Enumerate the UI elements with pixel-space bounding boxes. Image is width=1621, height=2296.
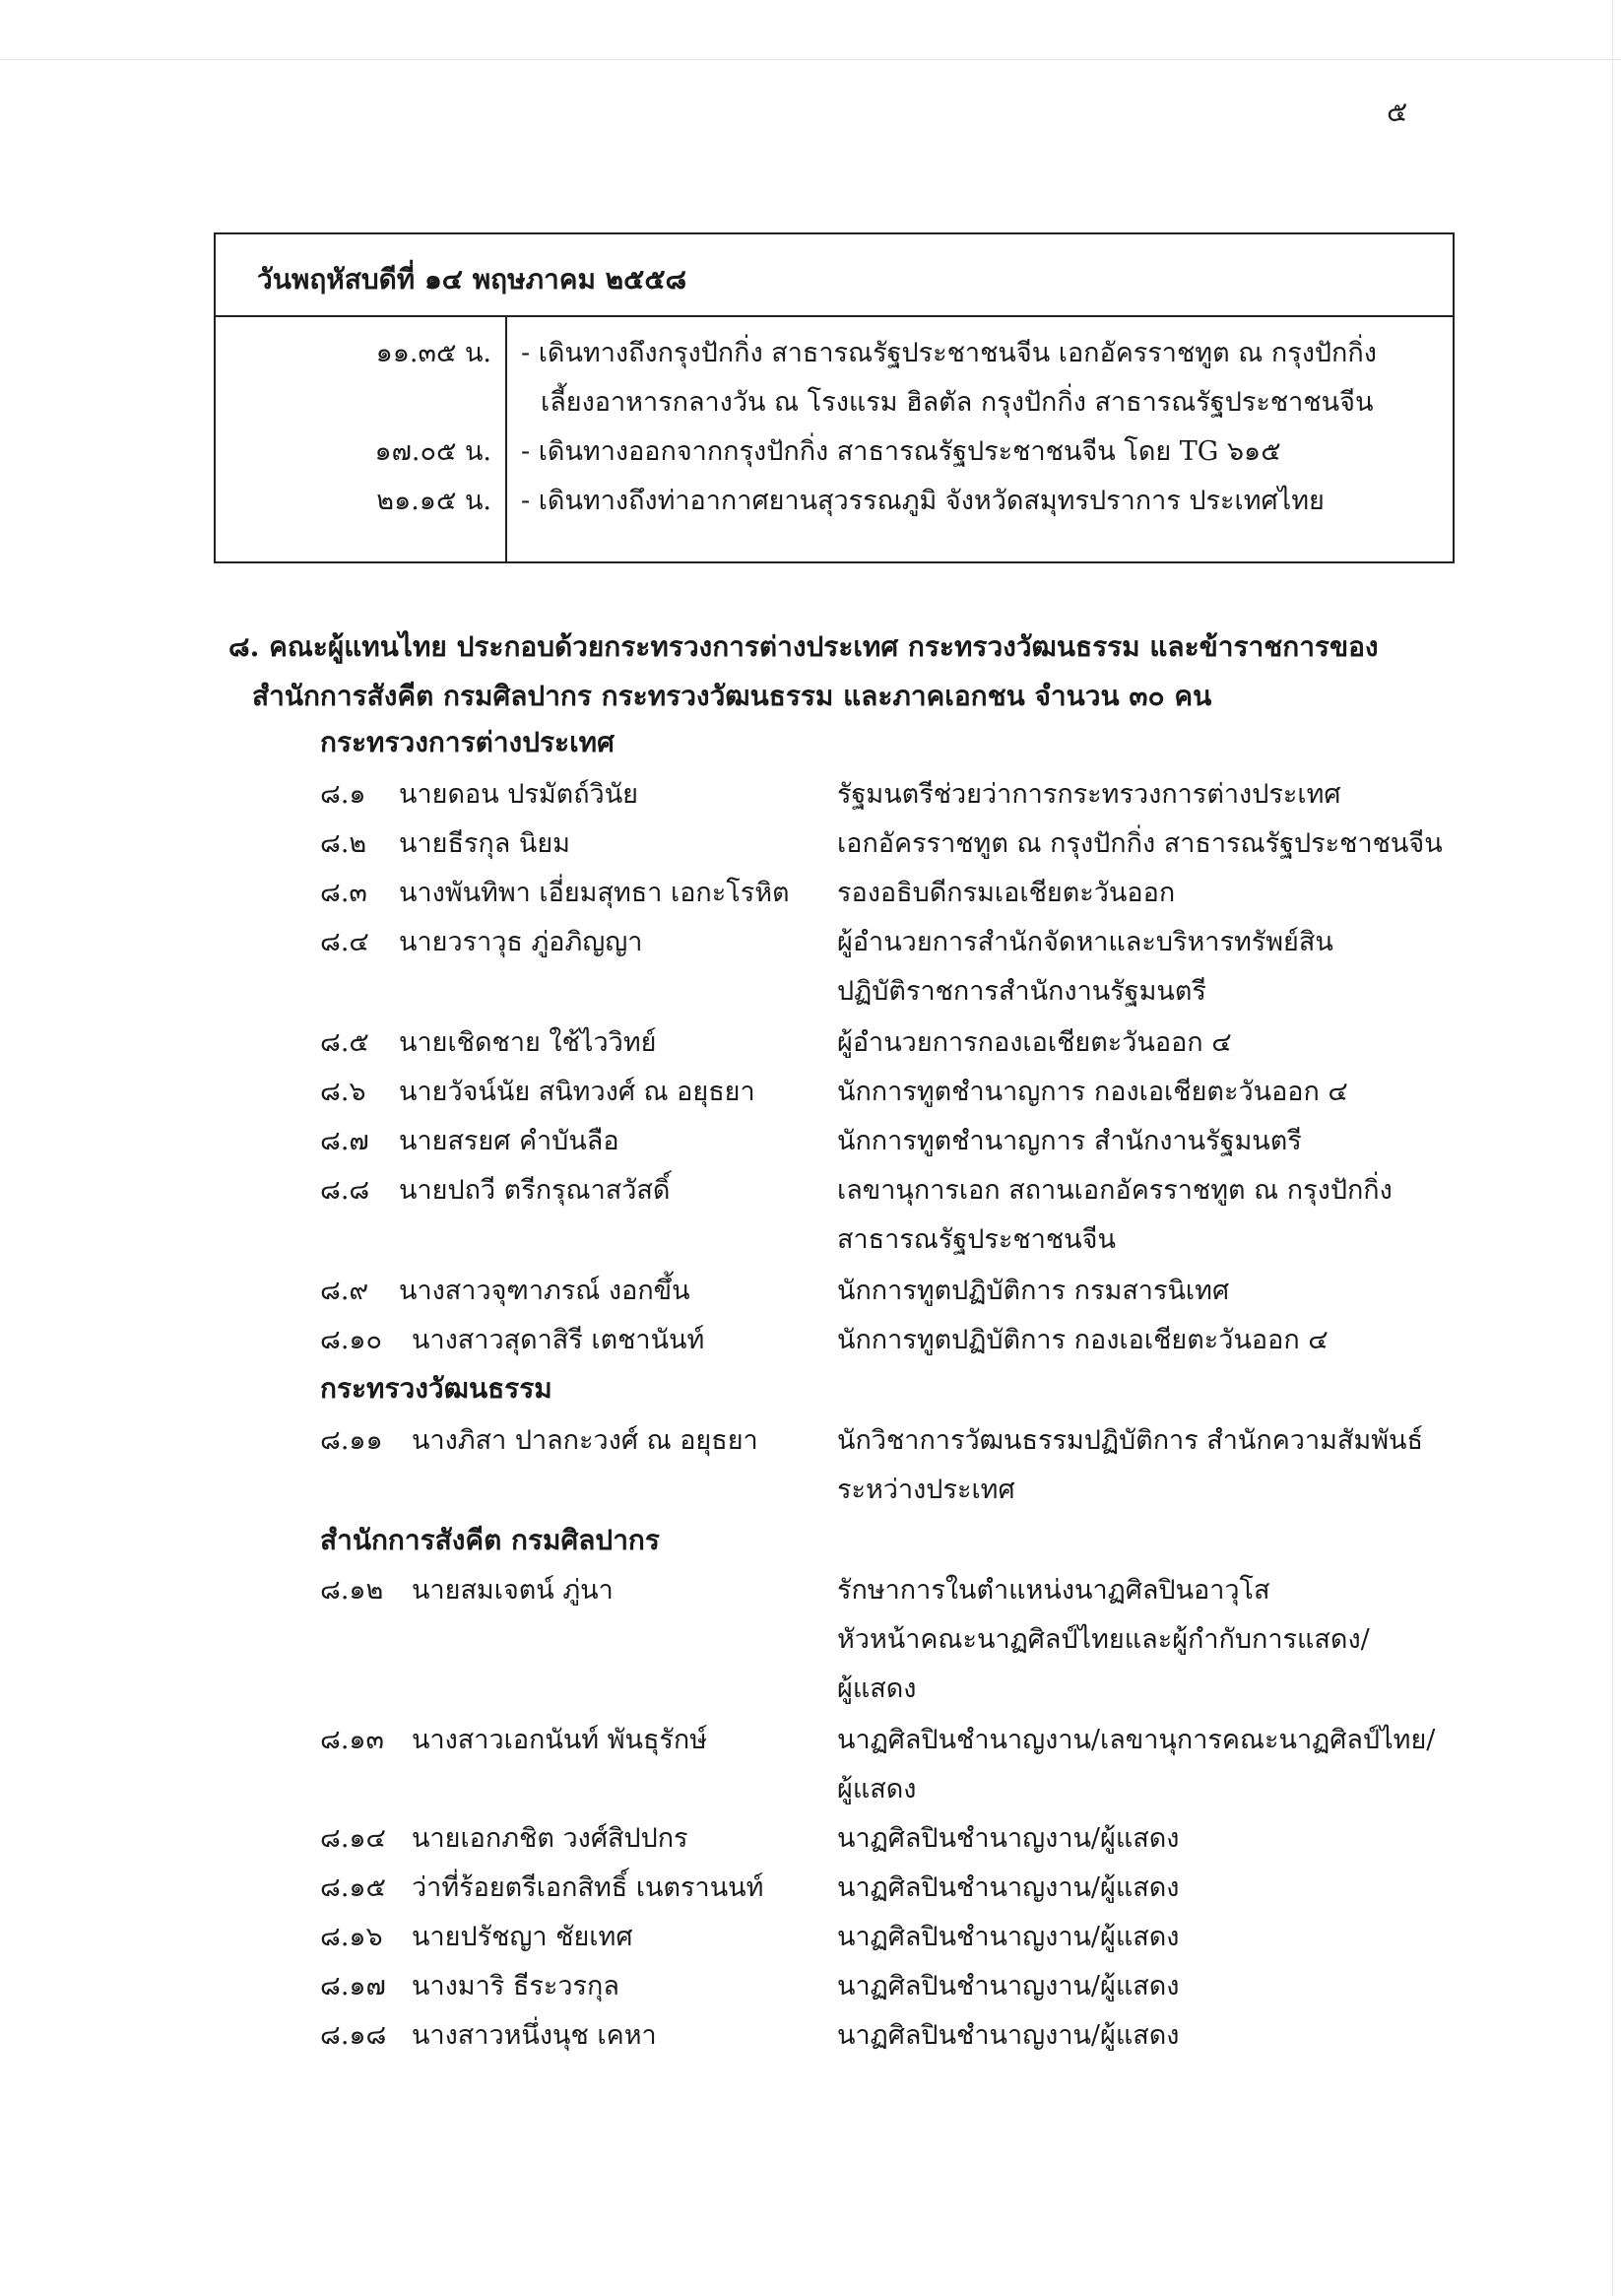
member-name: ว่าที่ร้อยตรีเอกสิทธิ์ เนตรานนท์ <box>412 1872 764 1903</box>
member-name: นายปรัชญา ชัยเทศ <box>412 1922 633 1952</box>
member-position: นักการทูตชำนาญการ กองเอเชียตะวันออก ๔ <box>837 1077 1348 1107</box>
schedule-date: วันพฤหัสบดีที่ ๑๔ พฤษภาคม ๒๕๕๘ <box>257 263 687 295</box>
member-position: รองอธิบดีกรมเอเชียตะวันออก <box>837 878 1176 908</box>
schedule-date-header <box>216 234 1453 317</box>
member-number: ๘.๘ <box>320 1175 370 1206</box>
member-position: รักษาการในตำแหน่งนาฏศิลปินอาวุโส <box>837 1575 1270 1606</box>
member-position: นาฏศิลปินชำนาญงาน/เลขานุการคณะนาฏศิลป์ไทย/ <box>837 1725 1436 1755</box>
member-name: นายปถวี ตรีกรุณาสวัสดิ์ <box>399 1175 671 1206</box>
member-name: นายสรยศ คำบันลือ <box>399 1126 619 1156</box>
group-heading-music: สำนักการสังคีต กรมศิลปากร <box>320 1524 660 1556</box>
member-name: นางพันทิพา เอี่ยมสุทธา เอกะโรหิต <box>399 878 790 908</box>
member-position: รัฐมนตรีช่วยว่าการกระทรวงการต่างประเทศ <box>837 779 1341 810</box>
member-position: นักการทูตปฏิบัติการ กองเอเชียตะวันออก ๔ <box>837 1325 1329 1355</box>
schedule-time: ๑๗.๐๕ น. <box>374 436 491 467</box>
member-number: ๘.๓ <box>320 878 367 908</box>
member-name: นายวราวุธ ภู่อภิญญา <box>399 927 643 957</box>
member-name: นายวัจน์นัย สนิทวงศ์ ณ อยุธยา <box>399 1077 755 1107</box>
member-name: นางภิสา ปาลกะวงศ์ ณ อยุธยา <box>412 1425 758 1456</box>
page-number: ๕ <box>1387 96 1408 128</box>
member-position: นาฏศิลปินชำนาญงาน/ผู้แสดง <box>837 1823 1180 1854</box>
member-position: ระหว่างประเทศ <box>837 1475 1015 1505</box>
member-position: นาฏศิลปินชำนาญงาน/ผู้แสดง <box>837 1922 1180 1952</box>
column-divider <box>505 317 507 563</box>
member-number: ๘.๑ <box>320 779 366 810</box>
section-heading-line: ๘. คณะผู้แทนไทย ประกอบด้วยกระทรวงการต่างประเทศ กระทรวงวัฒนธรรม และข้าราชการของ <box>228 630 1379 663</box>
member-number: ๘.๑๔ <box>320 1823 386 1854</box>
member-name: นายเอกภชิต วงศ์สิปปกร <box>412 1823 688 1854</box>
member-name: นายธีรกุล นิยม <box>399 828 570 859</box>
member-name: นายเชิดชาย ใช้ไววิทย์ <box>399 1027 657 1058</box>
schedule-time: ๒๑.๑๕ น. <box>376 486 491 516</box>
schedule-activity: - เดินทางถึงกรุงปักกิ่ง สาธารณรัฐประชาชนจีน เอกอัครราชทูต ณ กรุงปักกิ่ง <box>521 338 1377 368</box>
member-position: ผู้แสดง <box>837 1673 917 1704</box>
schedule-activity: - เดินทางออกจากกรุงปักกิ่ง สาธารณรัฐประชาชนจีน โดย TG ๖๑๕ <box>521 436 1281 467</box>
member-number: ๘.๑๑ <box>320 1425 383 1456</box>
member-position: นักการทูตปฏิบัติการ กรมสารนิเทศ <box>837 1276 1230 1306</box>
schedule-time: ๑๑.๓๕ น. <box>375 338 491 368</box>
member-position: นาฏศิลปินชำนาญงาน/ผู้แสดง <box>837 1971 1180 2001</box>
member-number: ๘.๑๕ <box>320 1872 386 1903</box>
member-number: ๘.๕ <box>320 1027 369 1058</box>
member-number: ๘.๑๓ <box>320 1725 385 1755</box>
member-name: นางมาริ ธีระวรกุล <box>412 1971 619 2001</box>
section-heading <box>228 623 1459 721</box>
section-heading-line: สำนักการสังคีต กรมศิลปากร กระทรวงวัฒนธรรม และภาคเอกชน จำนวน ๓๐ คน <box>252 680 1212 712</box>
member-number: ๘.๑๗ <box>320 1971 386 2001</box>
member-name: นางสาวจุฑาภรณ์ งอกขึ้น <box>399 1276 690 1306</box>
schedule-activity: เลี้ยงอาหารกลางวัน ณ โรงแรม ฮิลตัล กรุงปักกิ่ง สาธารณรัฐประชาชนจีน <box>541 387 1374 418</box>
member-position: นาฏศิลปินชำนาญงาน/ผู้แสดง <box>837 2020 1180 2051</box>
member-number: ๘.๑๒ <box>320 1575 384 1606</box>
member-position: สาธารณรัฐประชาชนจีน <box>837 1224 1116 1255</box>
group-heading-culture: กระทรวงวัฒนธรรม <box>320 1372 552 1405</box>
member-name: นางสาวเอกนันท์ พันธุรักษ์ <box>412 1725 708 1755</box>
member-number: ๘.๔ <box>320 927 369 957</box>
member-position: หัวหน้าคณะนาฏศิลป์ไทยและผู้กำกับการแสดง/ <box>837 1624 1370 1655</box>
member-name: นายดอน ปรมัตถ์วินัย <box>399 779 638 810</box>
member-number: ๘.๑๖ <box>320 1922 383 1952</box>
member-position: ผู้แสดง <box>837 1774 917 1804</box>
member-position: นักการทูตชำนาญการ สำนักงานรัฐมนตรี <box>837 1126 1302 1156</box>
member-number: ๘.๙ <box>320 1276 369 1306</box>
schedule-table <box>214 232 1455 563</box>
member-position: ผู้อำนวยการสำนักจัดหาและบริหารทรัพย์สิน <box>837 927 1333 957</box>
member-number: ๘.๗ <box>320 1126 369 1156</box>
member-number: ๘.๑๘ <box>320 2020 387 2051</box>
scan-edge-line <box>1612 0 1613 2296</box>
member-position: ปฏิบัติราชการสำนักงานรัฐมนตรี <box>837 976 1206 1007</box>
member-name: นางสาวสุดาสิรี เตชานันท์ <box>412 1325 705 1355</box>
scan-edge-line <box>0 59 1621 60</box>
member-position: เลขานุการเอก สถานเอกอัครราชทูต ณ กรุงปักกิ่ง <box>837 1175 1393 1206</box>
member-position: เอกอัครราชทูต ณ กรุงปักกิ่ง สาธารณรัฐประชาชนจีน <box>837 828 1443 859</box>
member-number: ๘.๑๐ <box>320 1325 383 1355</box>
member-position: นาฏศิลปินชำนาญงาน/ผู้แสดง <box>837 1872 1180 1903</box>
schedule-activity: - เดินทางถึงท่าอากาศยานสุวรรณภูมิ จังหวัดสมุทรปราการ ประเทศไทย <box>521 486 1325 516</box>
member-number: ๘.๒ <box>320 828 367 859</box>
member-position: นักวิชาการวัฒนธรรมปฏิบัติการ สำนักความสัมพันธ์ <box>837 1425 1423 1456</box>
group-heading-mfa: กระทรวงการต่างประเทศ <box>320 726 615 758</box>
member-number: ๘.๖ <box>320 1077 366 1107</box>
member-position: ผู้อำนวยการกองเอเชียตะวันออก ๔ <box>837 1027 1232 1058</box>
member-name: นางสาวหนึ่งนุช เคหา <box>412 2020 657 2051</box>
member-name: นายสมเจตน์ ภู่นา <box>412 1575 614 1606</box>
